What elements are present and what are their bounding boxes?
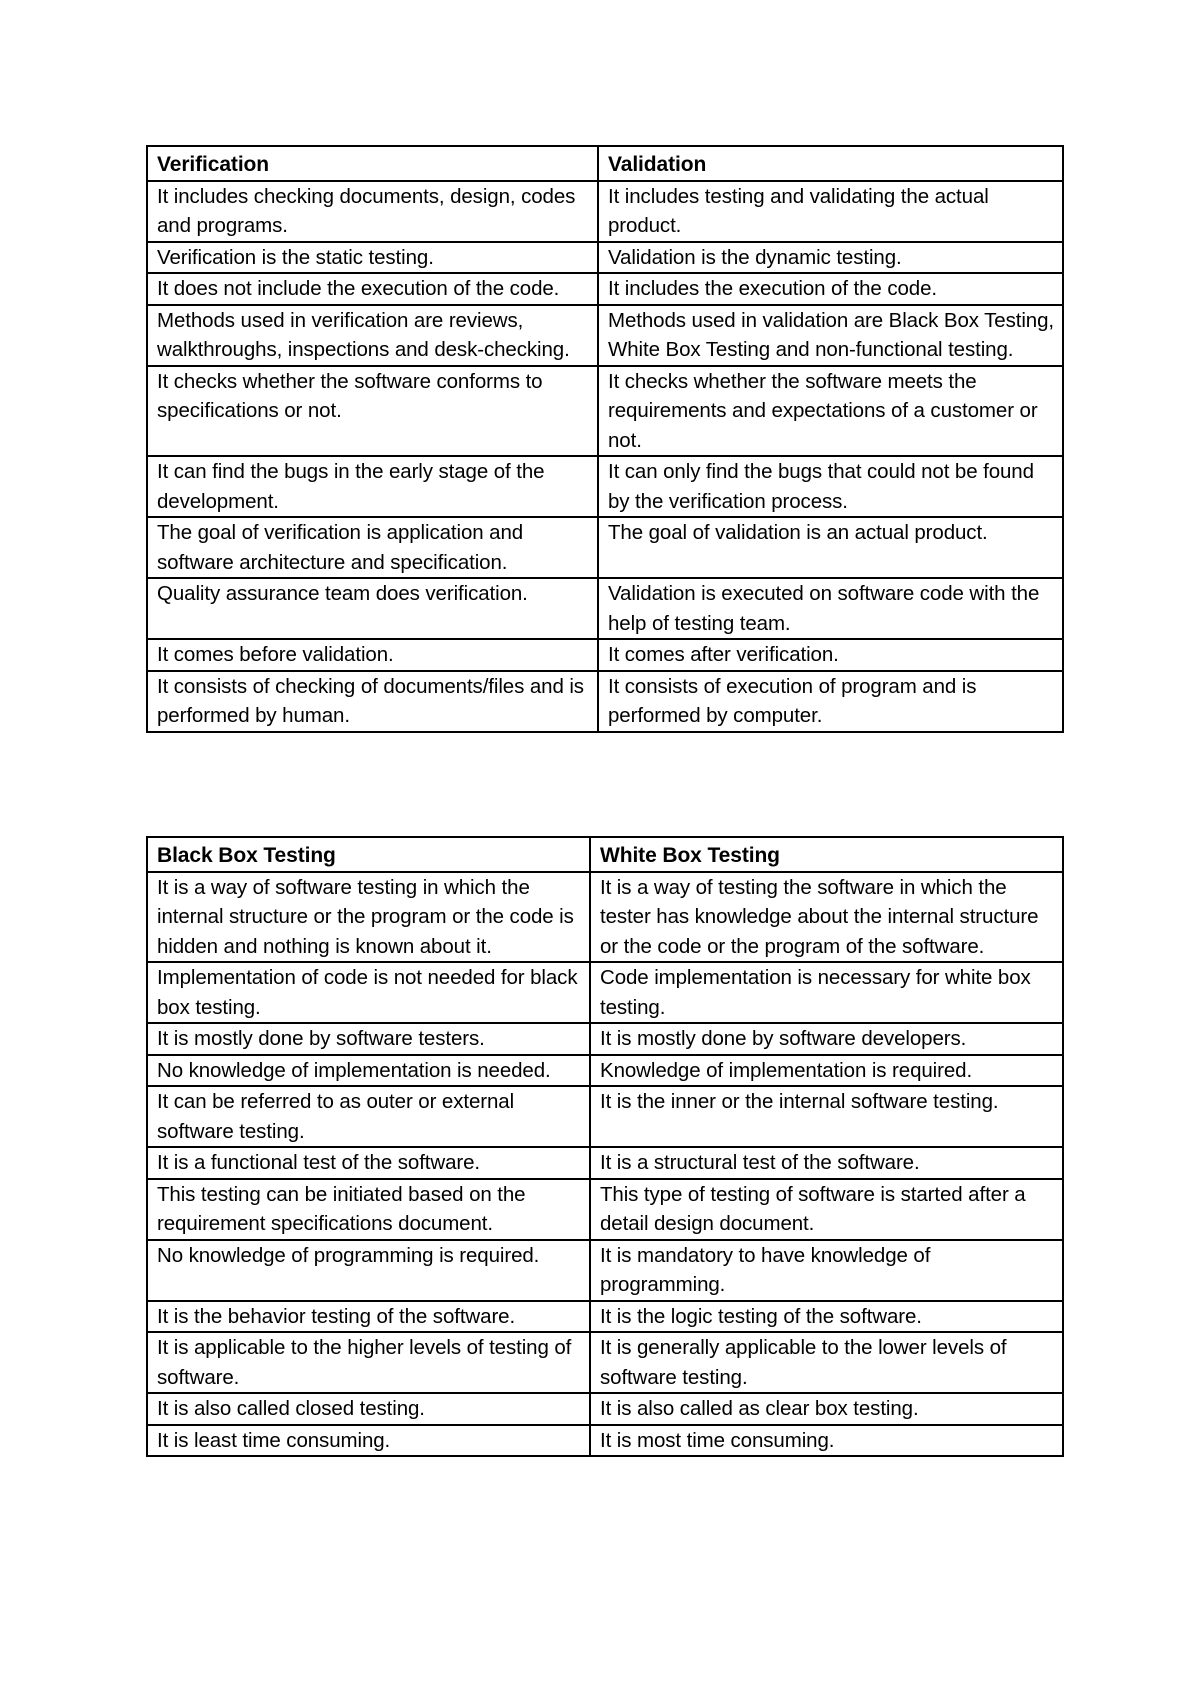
black-box-cell: It can be referred to as outer or external software testing. [147,1086,590,1147]
verification-validation-table [146,145,1064,733]
white-box-cell: It is the inner or the internal software testing. [590,1086,1063,1147]
validation-cell: The goal of validation is an actual product. [598,517,1063,578]
table-row [147,1055,1063,1087]
table-row [147,671,1063,732]
white-box-cell: Knowledge of implementation is required. [590,1055,1063,1087]
verification-cell: It comes before validation. [147,639,598,671]
table-row [147,1179,1063,1240]
black-box-cell: It is a way of software testing in which the internal structure or the program or the code is hidden and nothing is known about it. [147,872,590,963]
table-row [147,366,1063,457]
black-box-cell: Implementation of code is not needed for black box testing. [147,962,590,1023]
white-box-cell: It is mostly done by software developers. [590,1023,1063,1055]
white-box-cell: It is a way of testing the software in which the tester has knowledge about the internal structure or the code or the program of the software. [590,872,1063,963]
table-row [147,639,1063,671]
verification-cell: It does not include the execution of the code. [147,273,598,305]
verification-cell: It consists of checking of documents/files and is performed by human. [147,671,598,732]
white-box-cell: It is generally applicable to the lower levels of software testing. [590,1332,1063,1393]
black-box-cell: No knowledge of implementation is needed. [147,1055,590,1087]
table-row [147,456,1063,517]
validation-cell: It comes after verification. [598,639,1063,671]
white-box-cell: Code implementation is necessary for white box testing. [590,962,1063,1023]
column-header-white-box: White Box Testing [590,837,1063,872]
table-row [147,1023,1063,1055]
table-row [147,1147,1063,1179]
validation-cell: It can only find the bugs that could not be found by the verification process. [598,456,1063,517]
verification-cell: The goal of verification is application and software architecture and specification. [147,517,598,578]
white-box-cell: It is a structural test of the software. [590,1147,1063,1179]
table-row [147,1086,1063,1147]
table-row [147,517,1063,578]
verification-cell: It can find the bugs in the early stage of the development. [147,456,598,517]
validation-cell: Validation is the dynamic testing. [598,242,1063,274]
validation-cell: It checks whether the software meets the requirements and expectations of a customer or not. [598,366,1063,457]
black-box-cell: It is also called closed testing. [147,1393,590,1425]
black-box-cell: It is applicable to the higher levels of testing of software. [147,1332,590,1393]
table-row [147,1332,1063,1393]
white-box-cell: It is the logic testing of the software. [590,1301,1063,1333]
white-box-cell: It is also called as clear box testing. [590,1393,1063,1425]
white-box-cell: It is mandatory to have knowledge of programming. [590,1240,1063,1301]
table-row [147,181,1063,242]
black-box-cell: This testing can be initiated based on the requirement specifications document. [147,1179,590,1240]
white-box-cell: It is most time consuming. [590,1425,1063,1457]
table-row [147,1301,1063,1333]
table-row [147,1240,1063,1301]
column-header-validation: Validation [598,146,1063,181]
verification-cell: It includes checking documents, design, codes and programs. [147,181,598,242]
verification-cell: Verification is the static testing. [147,242,598,274]
table-row [147,273,1063,305]
table-row [147,1393,1063,1425]
column-header-black-box: Black Box Testing [147,837,590,872]
black-box-cell: No knowledge of programming is required. [147,1240,590,1301]
table-row [147,578,1063,639]
black-box-cell: It is a functional test of the software. [147,1147,590,1179]
black-box-cell: It is mostly done by software testers. [147,1023,590,1055]
verification-cell: Methods used in verification are reviews, walkthroughs, inspections and desk-checking. [147,305,598,366]
table-header-row [147,146,1063,181]
validation-cell: It consists of execution of program and is performed by computer. [598,671,1063,732]
verification-cell: It checks whether the software conforms to specifications or not. [147,366,598,457]
table-row [147,1425,1063,1457]
table-row [147,872,1063,963]
white-box-cell: This type of testing of software is started after a detail design document. [590,1179,1063,1240]
black-box-cell: It is least time consuming. [147,1425,590,1457]
table-row [147,305,1063,366]
table-header-row [147,837,1063,872]
table-row [147,242,1063,274]
validation-cell: It includes the execution of the code. [598,273,1063,305]
black-white-box-table [146,836,1064,1457]
column-header-verification: Verification [147,146,598,181]
validation-cell: Methods used in validation are Black Box Testing, White Box Testing and non-functional testing. [598,305,1063,366]
black-box-cell: It is the behavior testing of the software. [147,1301,590,1333]
verification-cell: Quality assurance team does verification. [147,578,598,639]
table-row [147,962,1063,1023]
validation-cell: It includes testing and validating the actual product. [598,181,1063,242]
validation-cell: Validation is executed on software code with the help of testing team. [598,578,1063,639]
